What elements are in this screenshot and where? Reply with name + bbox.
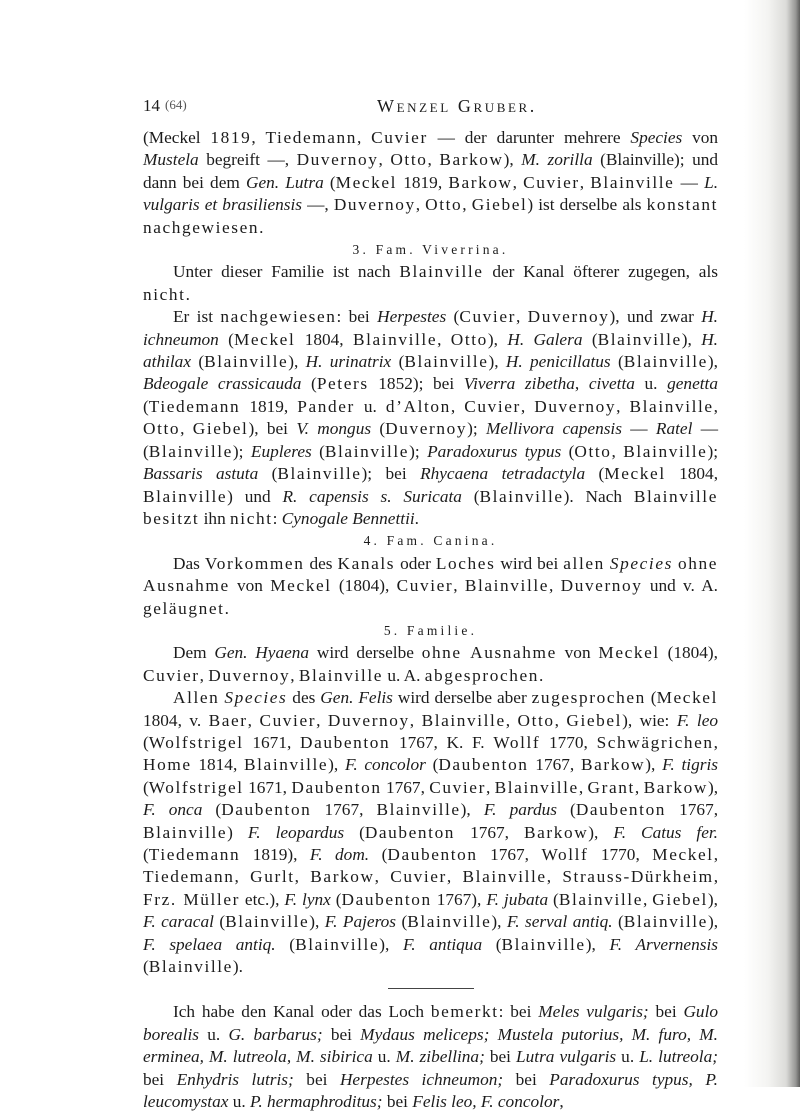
section-divider [388,988,474,989]
page-marker: (64) [165,97,187,112]
section-heading: 5. Familie. [383,622,478,638]
page-edge-shadow [786,0,800,1087]
section-heading: 4. Fam. Canina. [363,533,498,549]
paragraph: Ich habe den Kanal oder das Loch bemerkt: bei Meles vulgaris; bei Gulo borealis u. G. barbarus; bei Mydaus meliceps; Mustela putorius, M. furo, M. erminea, M. lutreola, M. sibirica u. M. zibellina; bei Lutra vulgaris u. L. lutreola; bei Enhydris lutris; bei Herpestes ichneumon; bei Paradoxurus typus, P. leucomystax u. P. hermaphroditus; bei Felis leo, F. concolor, [143,1002,719,1112]
paragraph: Unter dieser Familie ist nach Blainville der Kanal öfterer zugegen, als nicht. [143,262,718,304]
paragraph: (Meckel 1819, Tiedemann, Cuvier — der darunter mehrere Species von Mustela begreift —, Duvernoy, Otto, Barkow), M. zorilla (Blainville); und dann bei dem Gen. Lutra (Meckel 1819, Barkow, Cuvier, Blainville — L. vulgaris et brasiliensis —, Duvernoy, Otto, Giebel) ist derselbe als konstant nachgewiesen. [143,128,719,237]
running-title: Wenzel Gruber. [377,96,537,116]
paragraph: Das Vorkommen des Kanals oder Loches wird bei allen Species ohne Ausnahme von Meckel (1804), Cuvier, Blainville, Duvernoy und v. A. geläugnet. [143,553,719,618]
section-heading: 3. Fam. Viverrina. [352,242,509,258]
page-header [143,96,713,120]
paragraph: Er ist nachgewiesen: bei Herpestes (Cuvier, Duvernoy), und zwar H. ichneumon (Meckel 1804, Blainville, Otto), H. Galera (Blainville), H. athilax (Blainville), H. urinatrix (Blainville), H. penicillatus (Blainville), Bdeogale crassicauda (Peters 1852); bei Viverra zibetha, civetta u. genetta (Tiedemann 1819, Pander u. d’Alton, Cuvier, Duvernoy, Blainville, Otto, Giebel), bei V. mongus (Duvernoy); Mellivora capensis — Ratel — (Blainville); Eupleres (Blainville); Paradoxurus typus (Otto, Blainville); Bassaris astuta (Blainville); bei Rhycaena tetradactyla (Meckel 1804, Blainville) und R. capensis s. Suricata (Blainville). Nach Blainville besitzt ihn nicht: Cynogale Bennettii. [143,307,719,528]
paragraph: Allen Species des Gen. Felis wird derselbe aber zugesprochen (Meckel 1804, v. Baer, Cuvier, Duvernoy, Blainville, Otto, Giebel), wie: F. leo (Wolfstrigel 1671, Daubenton 1767, K. F. Wollf 1770, Schwägrichen, Home 1814, Blainville), F. concolor (Daubenton 1767, Barkow), F. tigris (Wolfstrigel 1671, Daubenton 1767, Cuvier, Blainville, Grant, Barkow), F. onca (Daubenton 1767, Blainville), F. pardus (Daubenton 1767, Blainville) F. leopardus (Daubenton 1767, Barkow), F. Catus fer. (Tiedemann 1819), F. dom. (Daubenton 1767, Wollf 1770, Meckel, Tiedemann, Gurlt, Barkow, Cuvier, Blainville, Strauss-Dürkheim, Frz. Müller etc.), F. lynx (Daubenton 1767), F. jubata (Blainville, Giebel), F. caracal (Blainville), F. Pajeros (Blainville), F. serval antiq. (Blainville), F. spelaea antiq. (Blainville), F. antiqua (Blainville), F. Arvernensis (Blainville). [143,688,719,977]
body-text [143,127,718,1113]
paragraph: Dem Gen. Hyaena wird derselbe ohne Ausnahme von Meckel (1804), Cuvier, Duvernoy, Blainville u. A. abgesprochen. [143,643,719,685]
page-number: 14 [143,96,160,115]
